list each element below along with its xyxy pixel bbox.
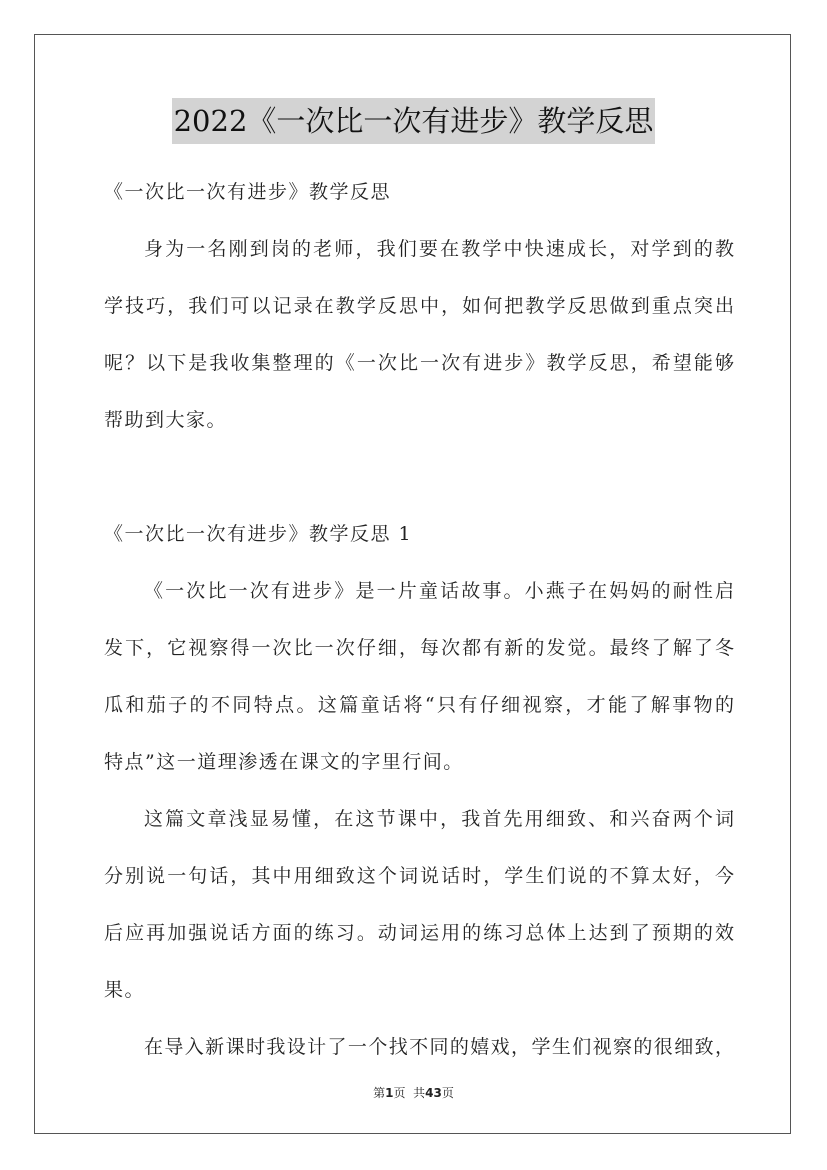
- intro-line: 身为一名刚到岗的老师，我们要在教学中快速成长，对学到的教: [144, 238, 734, 260]
- section-heading: 《一次比一次有进步》教学反思 1: [104, 523, 413, 545]
- paragraph-line: 果。: [104, 979, 146, 1001]
- paragraph-line: 特点”这一道理渗透在课文的字里行间。: [104, 751, 464, 773]
- intro-line: 呢？以下是我收集整理的《一次比一次有进步》教学反思，希望能够: [104, 352, 734, 374]
- page-number: 1: [385, 1086, 394, 1100]
- paragraph-line: 发下，它视察得一次比一次仔细，每次都有新的发觉。最终了解了冬: [104, 637, 734, 659]
- title-container: [0, 98, 827, 144]
- page-prefix: 第: [373, 1086, 386, 1100]
- page-footer: [0, 1084, 827, 1101]
- paragraph-line: 《一次比一次有进步》是一片童话故事。小燕子在妈妈的耐性启: [144, 580, 734, 602]
- intro-line: 帮助到大家。: [104, 409, 228, 431]
- section-gap: [104, 449, 734, 506]
- paragraph-line: 瓜和茄子的不同特点。这篇童话将“只有仔细视察，才能了解事物的: [104, 694, 734, 716]
- intro-line: 学技巧，我们可以记录在教学反思中，如何把教学反思做到重点突出: [104, 295, 734, 317]
- document-title: 2022《一次比一次有进步》教学反思: [172, 98, 656, 144]
- paragraph-line: 后应再加强说话方面的练习。动词运用的练习总体上达到了预期的效: [104, 922, 734, 944]
- total-suffix: 页: [441, 1086, 454, 1100]
- paragraph-line: 在导入新课时我设计了一个找不同的嬉戏，学生们视察的很细致，: [144, 1036, 734, 1058]
- subtitle: 《一次比一次有进步》教学反思: [104, 181, 392, 203]
- page-suffix: 页: [393, 1086, 406, 1100]
- paragraph-line: 这篇文章浅显易懂，在这节课中，我首先用细致、和兴奋两个词: [144, 808, 734, 830]
- total-pages: 43: [425, 1086, 442, 1100]
- paragraph-line: 分别说一句话，其中用细致这个词说话时，学生们说的不算太好，今: [104, 865, 734, 887]
- document-body: [104, 164, 734, 1076]
- total-prefix: 共: [413, 1086, 426, 1100]
